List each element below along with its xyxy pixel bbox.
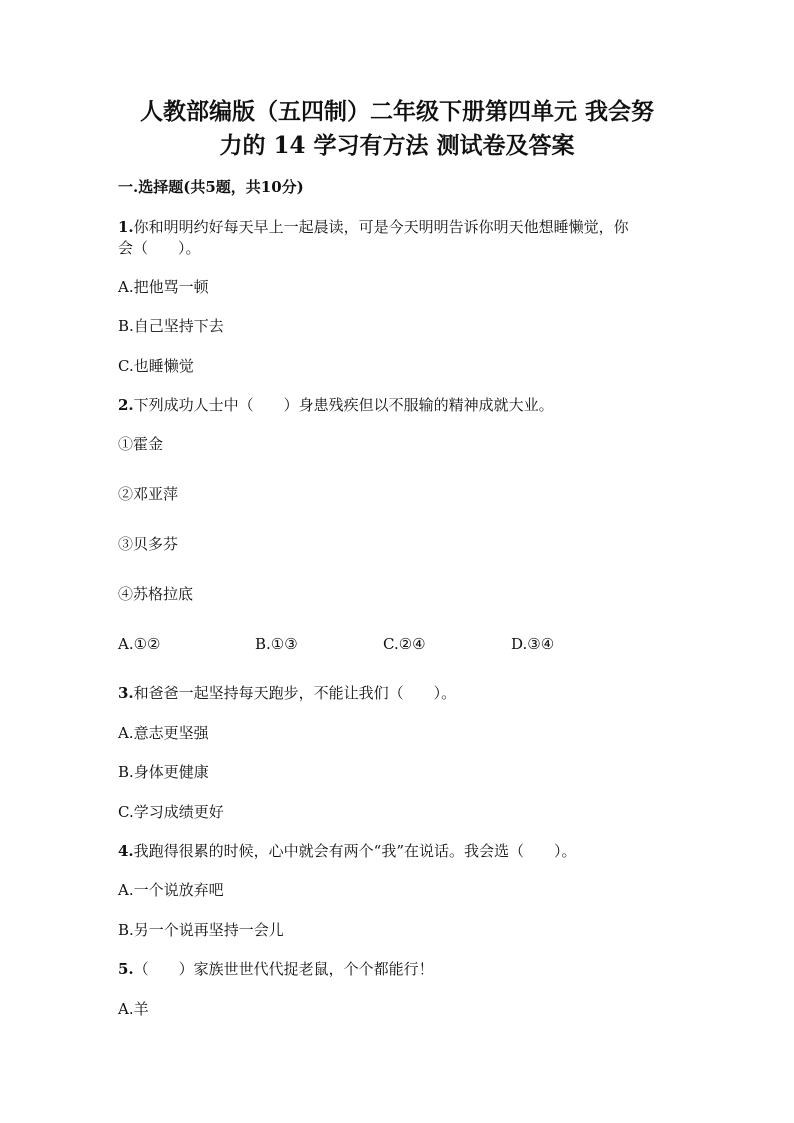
- page-title-line-2: 力的 14 学习有方法 测试卷及答案: [219, 132, 575, 159]
- question-number: 2.: [118, 396, 134, 414]
- question-2-item-1: ①霍金: [118, 435, 164, 453]
- question-2-option-a: A.①②: [118, 635, 161, 653]
- question-4-option-b: B.另一个说再坚持一会儿: [118, 921, 284, 939]
- question-4-stem: [118, 841, 577, 861]
- question-text: （ ）家族世世代代捉老鼠，个个都能行！: [133, 960, 434, 978]
- question-number: 5.: [118, 960, 134, 978]
- question-1-stem-cont: 会（ ）。: [118, 239, 201, 257]
- question-3-option-b: B.身体更健康: [118, 763, 209, 781]
- question-3-option-a: A.意志更坚强: [118, 724, 209, 742]
- question-1-option-b: B.自己坚持下去: [118, 317, 224, 335]
- page-title-line-1: 人教部编版（五四制）二年级下册第四单元 我会努: [139, 98, 654, 125]
- question-5-option-a: A.羊: [118, 1000, 149, 1018]
- question-2-item-4: ④苏格拉底: [118, 585, 194, 603]
- question-1-option-c: C.也睡懒觉: [118, 357, 194, 375]
- question-5-stem: [118, 959, 434, 979]
- question-text: 下列成功人士中（ ）身患残疾但以不服输的精神成就大业。: [133, 396, 554, 414]
- question-4-option-a: A.一个说放弃吧: [118, 881, 224, 899]
- question-number: 4.: [118, 842, 134, 860]
- question-text: 你和明明约好每天早上一起晨读，可是今天明明告诉你明天他想睡懒觉，你: [133, 218, 629, 236]
- question-1-option-a: A.把他骂一顿: [118, 278, 209, 296]
- question-2-item-2: ②邓亚萍: [118, 485, 179, 503]
- question-2-item-3: ③贝多芬: [118, 535, 179, 553]
- question-number: 1.: [118, 218, 134, 236]
- question-3-option-c: C.学习成绩更好: [118, 803, 224, 821]
- question-3-stem: [118, 683, 456, 703]
- question-2-option-b: B.①③: [255, 635, 298, 653]
- question-text: 我跑得很累的时候，心中就会有两个“我”在说话。我会选（ ）。: [133, 842, 577, 860]
- question-2-option-c: C.②④: [383, 635, 426, 653]
- question-2-stem: [118, 395, 554, 415]
- section-heading: 一.选择题(共5题，共10分): [118, 178, 304, 196]
- question-number: 3.: [118, 684, 134, 702]
- question-text: 和爸爸一起坚持每天跑步，不能让我们（ ）。: [133, 684, 457, 702]
- question-2-option-d: D.③④: [511, 635, 555, 653]
- question-1-stem: [118, 217, 629, 237]
